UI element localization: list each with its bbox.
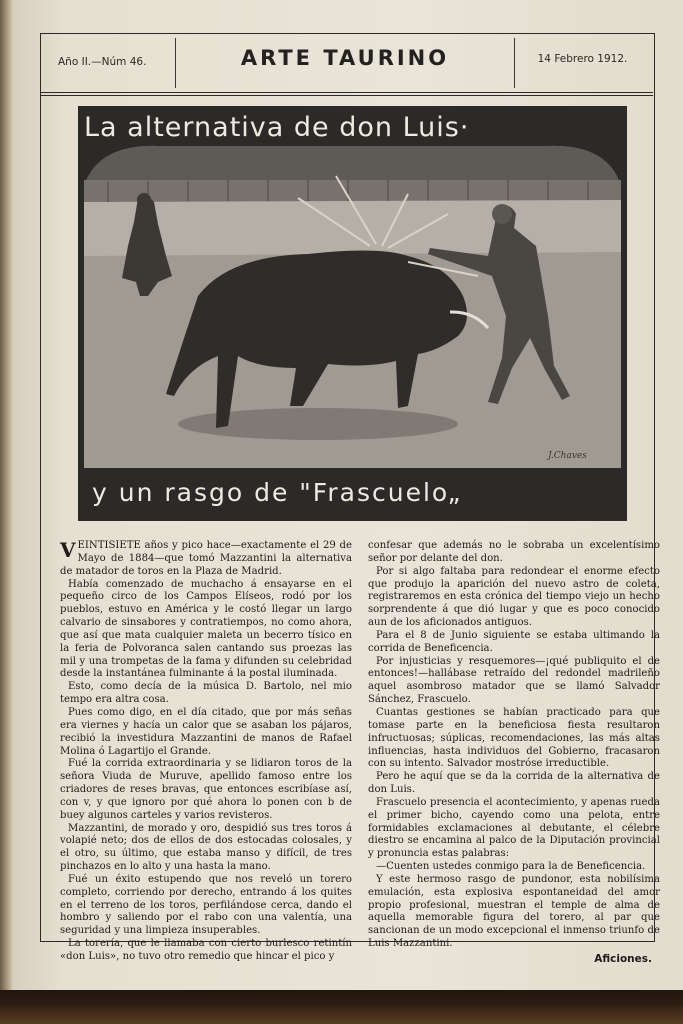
article-signature: Aficiones. [594, 953, 652, 965]
article-paragraph: Pero he aquí que se da la corrida de la alternativa de don Luis. [368, 771, 660, 796]
article-paragraph: La torería, que le llamaba con cierto burlesco retintín «don Luis», no tuvo otro remedio que hincar el pico y [60, 938, 352, 962]
issue-date: 14 Febrero 1912. [537, 53, 628, 65]
article-paragraph: Por injusticias y resquemores—¡qué publiquito el de entonces!—hallábase retraído del redondel madrileño aquel asombroso matador que se llamó Salvador Sánchez, Frascuelo. [368, 655, 660, 706]
illustration-title: La alternativa de don Luis· [84, 112, 470, 143]
artist-signature: J.Chaves [548, 451, 587, 461]
masthead-title: ARTE TAURINO [240, 46, 450, 70]
bullfight-illustration [78, 106, 627, 521]
header-rule [40, 92, 653, 93]
article-paragraph: Fué la corrida extraordinaria y se lidiaron toros de la señora Viuda de Muruve, apellido famoso entre los criadores de reses bravas, que entonces escribíase así, con v, y que ignoro por qué ahora lo ponen con b de buey algunos carteles y varios revisteros. [60, 758, 352, 821]
header-separator-right [514, 38, 515, 88]
article-paragraph: Esto, como decía de la música D. Bartolo, nel mio tempo era altra cosa. [60, 681, 352, 706]
article-paragraph: confesar que además no le sobraba un excelentísimo señor por delante del don. [368, 540, 660, 564]
article-paragraph: Y este hermoso rasgo de pundonor, esta nobilísima emulación, esta explosiva espontaneidad del amor propio profesional, muestran el temple de alma de aquella memorable figura del torero, al par que sancionan de un modo excepcional el inmenso triunfo de Luis Mazzantini. [368, 873, 660, 950]
article-paragraph: Por si algo faltaba para redondear el enorme efecto que produjo la aparición del nuevo astro de coleta, registraremos en esta crónica del tiempo viejo un hecho sorprendente á que dió lugar y que es poco conocido aun de los aficionados antiguos. [368, 565, 660, 629]
header-rule-double [40, 95, 653, 96]
issue-number: Año II.—Núm 46. [58, 56, 147, 68]
article-column-right [368, 540, 660, 966]
article-column-left [60, 540, 352, 964]
article-paragraph: Mazzantini, de morado y oro, despidió sus tres toros á volapié neto; dos de ellos de dos estocadas colosales, y el otro, su último, que estaba manso y difícil, de tres pinchazos en lo alto y una hasta la mano. [60, 822, 352, 873]
article-paragraph: Había comenzado de muchacho á ensayarse en el pequeño circo de los Campos Elíseos, rodó por los pueblos, estuvo en América y le costó llegar un largo calvario de sinsabores y contratiempos, no como ahora, que así que mata cualquier maleta un becerro tísico en la feria de Polvoranca salen cantando sus proezas las mil y una trompetas de la fama y difunden su celebridad desde la instantánea fulminante á la postal iluminada. [60, 578, 352, 680]
article-paragraph: —Cuenten ustedes conmigo para la de Beneficencia. [376, 861, 646, 873]
article-paragraph: Frascuelo presencia el acontecimiento, y apenas rueda el primer bicho, cayendo como una pelota, entre formidables exclamaciones al debutante, el célebre diestro se encamina al palco de la Diputación provincial y pronuncia estas palabras: [368, 796, 660, 860]
table-surface [0, 990, 683, 1024]
drop-cap: V [60, 538, 76, 562]
article-paragraph: Cuantas gestiones se habían practicado para que tomase parte en la beneficiosa fiesta resultaron infructuosas; súplicas, recomendaciones, las más altas influencias, hasta individuos del Gobierno, fracasaron con su intento. Salvador mostróse irreductible. [368, 706, 660, 770]
header-separator-left [175, 38, 176, 88]
article-paragraph: VEINTISIETE años y pico hace—exactamente el 29 de Mayo de 1884—que tomó Mazzantini la alternativa de matador de toros en la Plaza de Madrid. [60, 538, 352, 577]
article-paragraph: Para el 8 de Junio siguiente se estaba ultimando la corrida de Beneficencia. [368, 629, 660, 654]
article-paragraph: Fué un éxito estupendo que nos reveló un torero completo, corriendo por derecho, entrando á los quites en el terreno de los toros, perfilándose cerca, dando el hombro y saliendo por el rabo con una valentía, una seguridad y una limpieza insuperables. [60, 873, 352, 937]
article-paragraph: Pues como digo, en el día citado, que por más señas era viernes y hacía un calor que se asaban los pájaros, recibió la investidura Mazzantini de manos de Rafael Molina ó Lagartijo el Grande. [60, 706, 352, 757]
illustration-caption: y un rasgo de "Frascuelo„ [92, 478, 463, 507]
bullfight-scene-drawing [78, 106, 627, 521]
